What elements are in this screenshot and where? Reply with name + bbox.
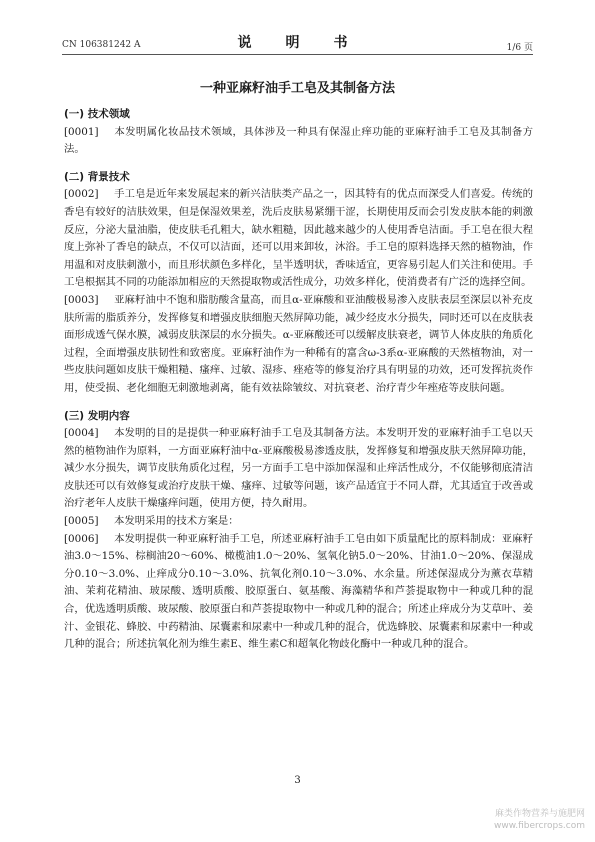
paragraph-text: 本发明属化妆品技术领域，具体涉及一种具有保湿止痒功能的亚麻籽油手工皂及其制备方法。 xyxy=(64,125,533,156)
paragraph-text: 亚麻籽油中不饱和脂肪酸含量高，而且α-亚麻酸和亚油酸极易渗入皮肤表层至深层以补充皮肤所需的脂质养分，发挥修复和增强皮肤细胞天然屏障功能，减少经皮水分损失，同时还可以在皮肤表面形成透气保水膜，减弱皮肤深层的水分损失。α-亚麻酸还可以缓解皮肤衰老，调节人体皮肤的角质化过程，全面增强皮肤韧性和致密度。亚麻籽油作为一种稀有的富含ω-3系α-亚麻酸的天然植物油，对一些皮肤问题如皮肤干燥粗糙、瘙痒、过敏、湿疹、痤疮等的修复治疗具有明显的功效，还可发挥抗炎作用，使受损、老化细胞无刺激地剥离，能有效祛除皱纹、对抗衰老、治疗青少年痤疮等皮肤问题。 xyxy=(64,293,533,394)
watermark-site-name: 麻类作物营养与施肥网 xyxy=(494,809,585,819)
paragraph-number: [0005] xyxy=(64,515,99,528)
document-title: 一种亚麻籽油手工皂及其制备方法 xyxy=(199,81,395,96)
paragraph xyxy=(64,292,533,398)
paragraph-text: 本发明的目的是提供一种亚麻籽油手工皂及其制备方法。本发明开发的亚麻籽油手工皂以天然的植物油作为原料，一方面亚麻籽油中α-亚麻酸极易渗透皮肤，发挥修复和增强皮肤天然屏障功能，减少水分损失，调节皮肤角质化过程，另一方面手工皂中添加保湿和止痒活性成分，不仅能够彻底清洁皮肤还可以有效修复或治疗皮肤干燥、瘙痒、过敏等问题，该产品适宜于不同人群，尤其适宜于改善或治疗老年人皮肤干燥瘙痒问题，使用方便，持久耐用。 xyxy=(64,427,533,510)
paragraph xyxy=(64,186,533,292)
paragraph-text: 本发明采用的技术方案是： xyxy=(114,515,239,528)
document-type: 说 明 书 xyxy=(237,35,358,51)
watermark-url: www.fibercrops.com xyxy=(494,821,585,831)
section-heading-technical-field: (一) 技术领域 xyxy=(64,108,130,120)
paragraph xyxy=(64,531,533,654)
paragraph xyxy=(64,124,533,159)
document-body xyxy=(64,106,533,654)
paragraph xyxy=(64,425,533,513)
paragraph-number: [0006] xyxy=(64,532,99,545)
page-reference: 1/6 页 xyxy=(506,43,533,53)
paragraph-number: [0003] xyxy=(64,293,99,306)
paragraph xyxy=(64,513,533,531)
page-header xyxy=(62,28,533,55)
paragraph-number: [0004] xyxy=(64,427,99,440)
section-heading-background: (二) 背景技术 xyxy=(64,170,130,183)
paragraph-text: 本发明提供一种亚麻籽油手工皂，所述亚麻籽油手工皂由如下质量配比的原料制成：亚麻籽油3.0～15%、棕榈油20～60%、橄榄油1.0～20%、氢氧化钠5.0～20%、甘油1.0～20%、保湿成分0.10～3.0%、止痒成分0.10～3.0%、抗氧化剂0.10～3.0%、水余量。所述保湿成分为薰衣草精油、茉莉花精油、玻尿酸、透明质酸、胶原蛋白、氨基酸、海藻精华和芦荟提取物中一种或几种的混合，优选透明质酸、玻尿酸、胶原蛋白和芦荟提取物中一种或几种的混合；所述止痒成分为艾草叶、姜汁、金银花、蜂胶、中药精油、尿囊素和尿素中一种或几种的混合，优选蜂胶、尿囊素和尿素中一种或几种的混合；所述抗氧化剂为维生素E、维生素C和超氧化物歧化酶中一种或几种的混合。 xyxy=(64,532,533,651)
patent-number: CN 106381242 A xyxy=(62,40,141,50)
section-heading-invention-content: (三) 发明内容 xyxy=(64,409,130,422)
page-number: 3 xyxy=(294,775,301,786)
paragraph-number: [0001] xyxy=(64,125,99,138)
watermark xyxy=(494,808,585,832)
paragraph-text: 手工皂是近年来发展起来的新兴洁肤类产品之一，因其特有的优点而深受人们喜爱。传统的香皂有较好的洁肤效果，但是保湿效果差，洗后皮肤易紧绷干涩，长期使用反而会引发皮肤本能的刺激反应，分泌大量油脂，使皮肤毛孔粗大，缺水粗糙，因此越来越少的人使用香皂洁面。手工皂在很大程度上弥补了香皂的缺点，不仅可以洁面，还可以用来卸妆，沐浴。手工皂的原料选择天然的植物油，作用温和对皮肤刺激小，而且形状颜色多样化，呈半透明状，香味适宜，更容易引起人们关注和使用。手工皂根据其不同的功能添加相应的天然提取物或活性成分，功效多样化，使消费者有广泛的选择空间。 xyxy=(64,188,533,289)
paragraph-number: [0002] xyxy=(64,188,99,201)
